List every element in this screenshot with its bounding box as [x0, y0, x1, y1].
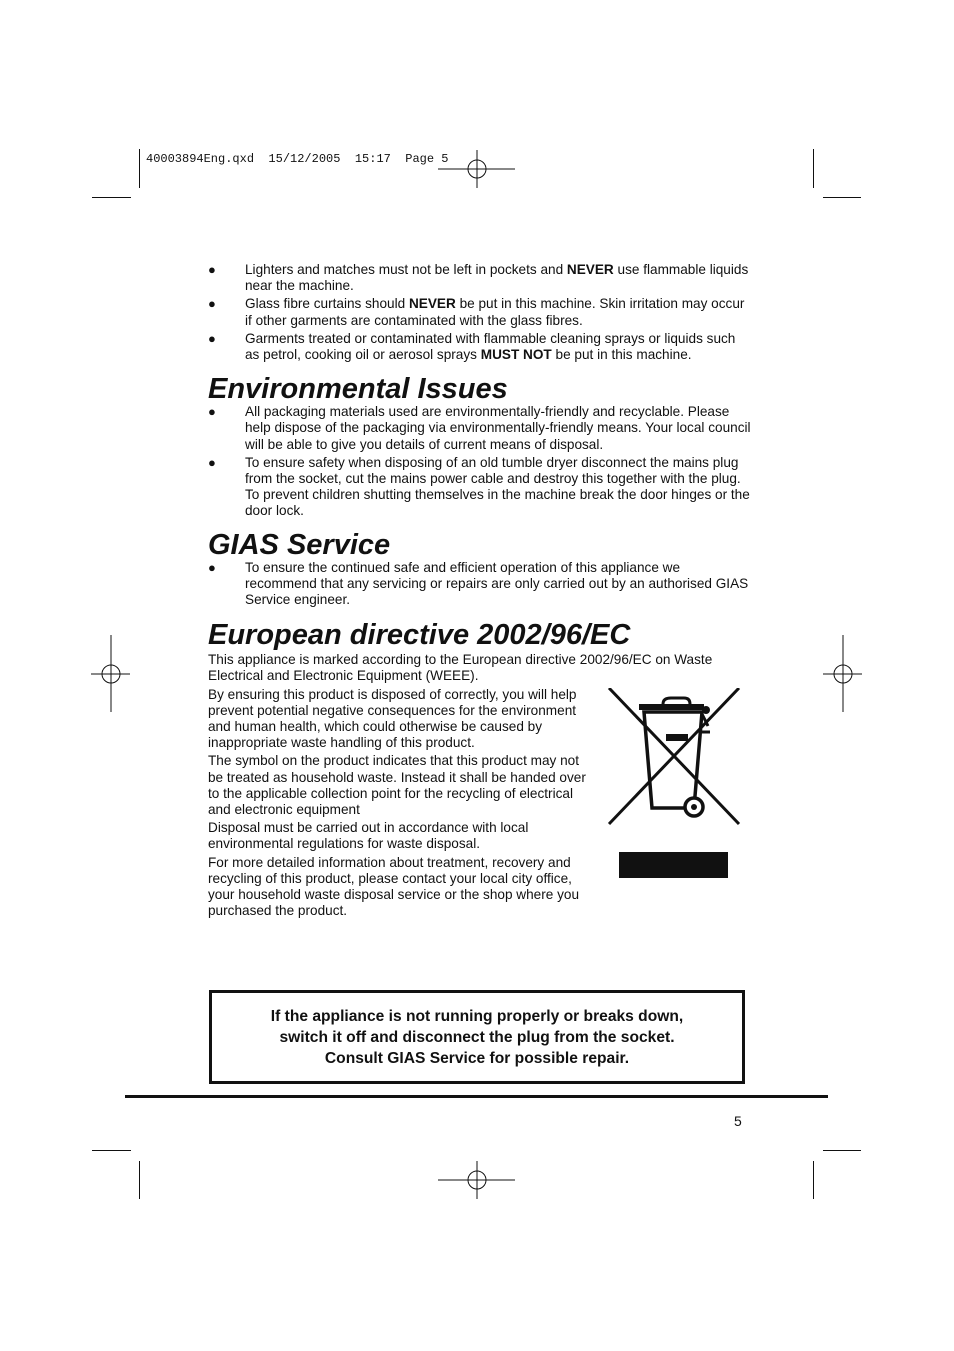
main-content	[208, 262, 753, 922]
gias-heading: GIAS Service	[208, 528, 391, 561]
crop-mark-bottom-left-v	[139, 1161, 140, 1199]
warning-notice-box	[209, 990, 745, 1084]
registration-mark-right-icon	[822, 634, 864, 714]
environmental-list	[208, 404, 753, 519]
weee-paragraph: For more detailed information about treatment, recovery and recycling of this product, please contact your local city office, your household waste disposal service or the shop where you purchased the product.	[208, 854, 580, 919]
warning-notice-text: If the appliance is not running properly or breaks down, switch it off and disconnect the plug from the socket. Consult GIAS Service for possible repair.	[270, 1007, 684, 1067]
weee-intro: This appliance is marked according to the European directive 2002/96/EC on Waste Electrical and Electronic Equipment (WEEE).	[208, 652, 713, 684]
list-item: ● Garments treated or contaminated with flammable cleaning sprays or liquids such as petrol, cooking oil or aerosol sprays MUST NOT be put in this machine.	[208, 331, 753, 363]
weee-paragraph: Disposal must be carried out in accordance with local environmental regulations for waste disposal.	[208, 820, 529, 852]
gias-list	[208, 560, 753, 609]
weee-paragraph: By ensuring this product is disposed of correctly, you will help prevent potential negative consequences for the environment and human health, which could otherwise be caused by inappropriate waste handling of this product.	[208, 686, 577, 751]
list-item: ● Glass fibre curtains should NEVER be put in this machine. Skin irritation may occur if other garments are contaminated with the glass fibres.	[208, 296, 753, 328]
weee-text	[208, 687, 586, 920]
footer-rule	[125, 1095, 828, 1098]
list-item: ● Lighters and matches must not be left in pockets and NEVER use flammable liquids near the machine.	[208, 262, 753, 294]
list-item: ● To ensure safety when disposing of an old tumble dryer disconnect the mains plug from the socket, cut the mains power cable and destroy this together with the plug. To prevent children shutting themselves in the machine break the door hinges or the door lock.	[208, 455, 753, 520]
registration-mark-bottom-icon	[437, 1160, 517, 1202]
weee-section	[208, 652, 753, 919]
crop-mark-top-right-v	[813, 149, 814, 188]
list-item: ● All packaging materials used are environmentally-friendly and recyclable. Please help dispose of the packaging via environmentally-friendly means. Your local council will be able to give you details of current means of disposal.	[208, 404, 753, 453]
list-item: ● To ensure the continued safe and efficient operation of this appliance we recommend that any servicing or repairs are only carried out by an authorised GIAS Service engineer.	[208, 560, 753, 609]
crop-mark-top-left-v	[139, 149, 140, 188]
crossed-out-wheelie-bin-icon	[606, 688, 746, 888]
environmental-heading: Environmental Issues	[208, 373, 508, 406]
crop-mark-top-left-h	[92, 197, 131, 198]
registration-mark-top-icon	[437, 148, 517, 190]
crop-mark-bottom-right-v	[813, 1161, 814, 1199]
print-slug: 40003894Eng.qxd 15/12/2005 15:17 Page 5	[146, 152, 449, 166]
page-number: 5	[734, 1113, 742, 1129]
crop-mark-top-right-h	[823, 197, 861, 198]
european-heading: European directive 2002/96/EC	[208, 619, 631, 652]
crop-mark-bottom-left-h	[92, 1150, 131, 1151]
weee-paragraph: The symbol on the product indicates that this product may not be treated as household waste. Instead it shall be handed over to the applicable collection point for the recycling of electrical and electronic equipment	[208, 753, 586, 818]
safety-list	[208, 262, 753, 363]
crop-mark-bottom-right-h	[823, 1150, 861, 1151]
registration-mark-left-icon	[90, 634, 132, 714]
